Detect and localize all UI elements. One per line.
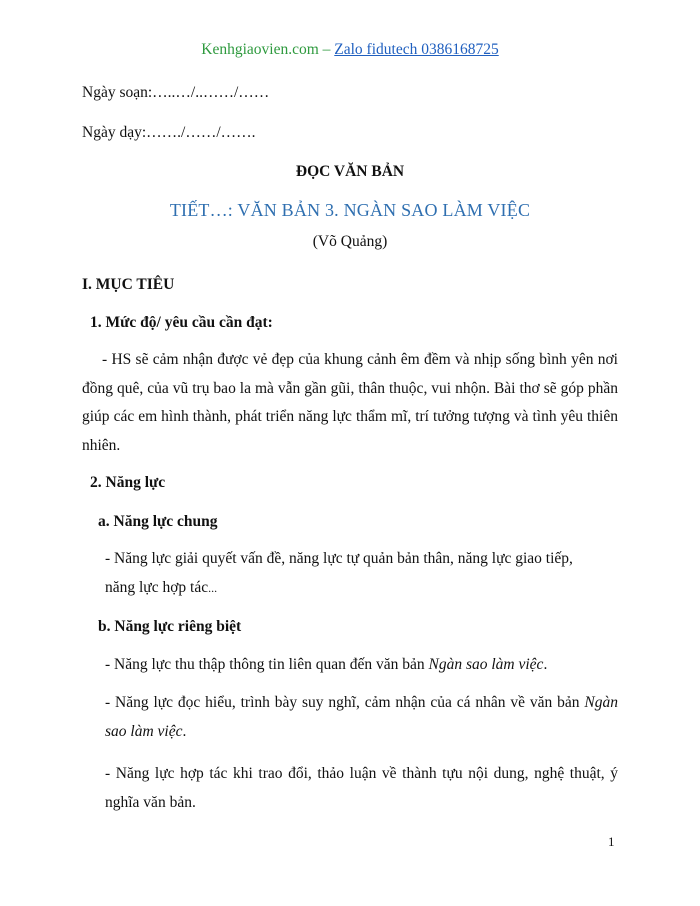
specific-item-1-end: . — [543, 656, 548, 673]
teach-date: Ngày dạy:……./……/……. — [82, 124, 256, 141]
general-competence-heading: a. Năng lực chung — [98, 513, 218, 530]
header-separator: – — [318, 41, 335, 58]
competence-heading: 2. Năng lực — [90, 474, 166, 491]
specific-item-1 — [105, 655, 547, 675]
page-number: 1 — [608, 834, 615, 849]
section-title: ĐỌC VĂN BẢN — [295, 163, 405, 180]
specific-item-1-text: - Năng lực thu thập thông tin liên quan đến văn bản — [105, 656, 429, 673]
general-competence-text — [105, 545, 605, 602]
specific-item-2-end: . — [182, 722, 187, 740]
header-site-link[interactable]: Kenhgiaovien.com — [201, 41, 319, 58]
specific-item-3: - Năng lực hợp tác khi trao đổi, thảo luận về thành tựu nội dung, nghệ thuật, ý nghĩa văn bản. — [105, 765, 618, 811]
specific-item-2 — [105, 689, 618, 746]
prep-date: Ngày soạn:…..…/..……/…… — [82, 84, 270, 101]
general-competence-tail: ... — [208, 580, 218, 595]
specific-competence-heading: b. Năng lực riêng biệt — [98, 618, 242, 635]
specific-item-2-text: - Năng lực đọc hiểu, trình bày suy nghĩ, cảm nhận của cá nhân về văn bản — [105, 694, 585, 711]
level-paragraph: - HS sẽ cảm nhận được vẻ đẹp của khung cảnh êm đềm và nhịp sống bình yên nơi đồng quê, của vũ trụ bao la mà vẫn gần gũi, thân thuộc, vui nhộn. Bài thơ sẽ góp phần giúp các em hình thành, phát triển năng lực thẩm mĩ, trí tưởng tượng và tình yêu thiên nhiên. — [82, 351, 618, 454]
objectives-heading: I. MỤC TIÊU — [82, 276, 175, 293]
author: (Võ Quảng) — [312, 233, 388, 250]
page-header — [0, 40, 700, 60]
level-heading: 1. Mức độ/ yêu cầu cần đạt: — [90, 314, 273, 331]
header-zalo-link[interactable]: Zalo fidutech 0386168725 — [334, 41, 499, 58]
general-competence-main: - Năng lực giải quyết vấn đề, năng lực tự quản bản thân, năng lực giao tiếp, năng lực hợp tác — [105, 550, 573, 596]
specific-item-2-title: Ngàn sao làm việc — [105, 694, 618, 740]
specific-item-1-title: Ngàn sao làm việc — [428, 656, 544, 673]
lesson-title: TIẾT…: VĂN BẢN 3. NGÀN SAO LÀM VIỆC — [169, 200, 531, 220]
